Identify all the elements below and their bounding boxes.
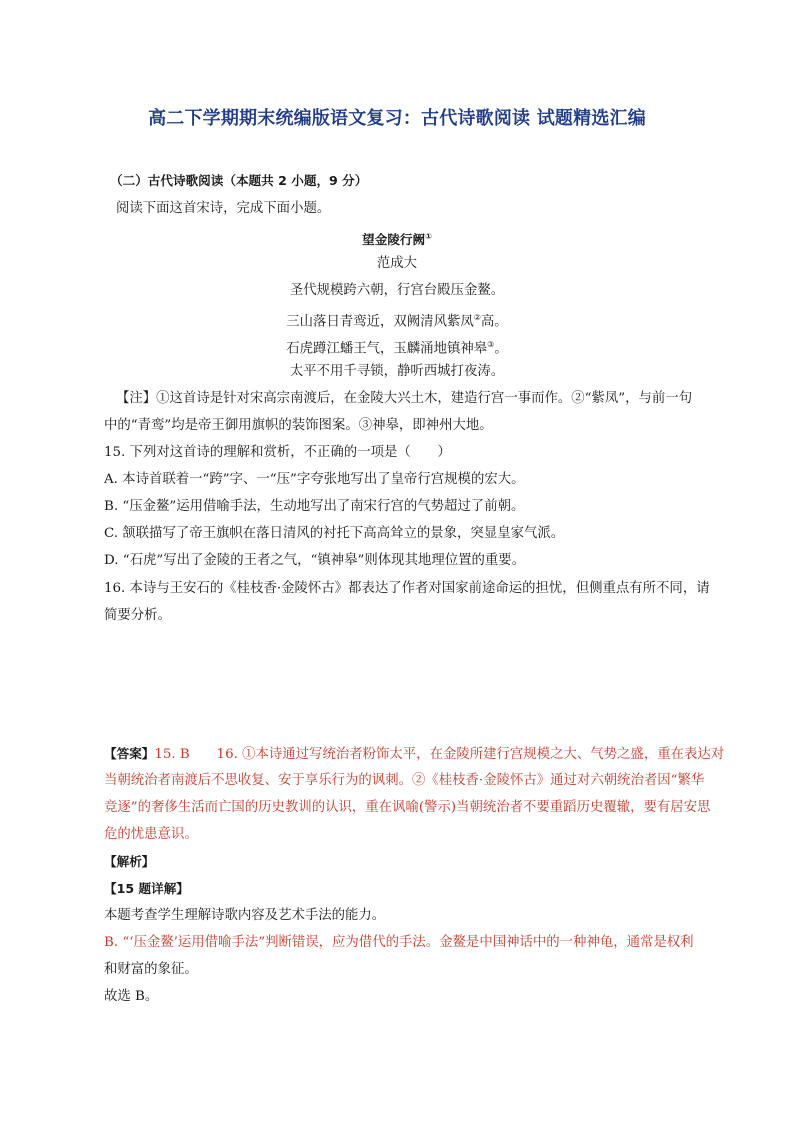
analysis-sub-label: 【15 题详解】 [104,881,189,896]
notes-line-2: 中的“青鸾”均是帝王御用旗帜的装饰图案。③神皋，即神州大地。 [104,418,493,433]
analysis-conclusion: 故选 B。 [104,989,159,1004]
question-15-option-c: C. 颔联描写了帝王旗帜在落日清风的衬托下高高耸立的景象，突显皇家气派。 [104,526,565,541]
poem-line-tail: 高。 [480,314,508,330]
poem-line-note: ② [473,313,481,322]
question-16-line-1: 16. 本诗与王安石的《桂枝香·金陵怀古》都表达了作者对国家前途命运的担忧，但侧重点有所不同，请 [104,581,710,596]
poem-line-text: 太平不用千寻锁，静听西城打夜涛。 [289,364,505,379]
poem-line-4 [0,363,794,381]
poem-title-text: 望金陵行阙 [362,232,426,248]
question-15-option-a: A. 本诗首联着一“跨”字、一“压”字夸张地写出了皇帝行宫规模的宏大。 [104,472,525,487]
poem-line-note: ③ [487,340,495,349]
question-15-stem: 15. 下列对这首诗的理解和赏析，不正确的一项是（ ） [104,445,451,460]
answer-line-3: 竞逐”的奢侈生活而亡国的历史教训的认识，重在讽喻(警示)当朝统治者不要重蹈历史覆辙，要有居安思 [104,800,711,815]
poem-author: 范成大 [376,256,418,271]
notes-line-1: 【注】①这首诗是针对宋高宗南渡后，在金陵大兴土木，建造行宫一事而作。②“紫凤”，与前一句 [116,391,693,406]
question-16-line-2: 简要分析。 [104,608,171,623]
answer-line-4: 危的忧患意识。 [104,827,198,842]
instruction-text: 阅读下面这首宋诗，完成下面小题。 [116,201,331,216]
poem-line-2 [0,309,794,331]
page-title: 高二下学期期末统编版语文复习：古代诗歌阅读 试题精选汇编 [148,108,646,129]
poem-line-tail: 。 [494,341,508,357]
answer-line-1 [104,745,724,764]
question-15-option-d: D. “石虎”写出了金陵的王者之气，“镇神皋”则体现其地理位置的重要。 [104,553,526,568]
poem-title-note: ① [425,232,432,241]
poem-line-text: 三山落日青鸾近，双阙清风紫凤 [286,314,474,330]
poem-line-1 [0,282,794,300]
answer-text: 15. B 16. ①本诗通过写统治者粉饰太平，在金陵所建行宫规模之大、气势之盛，重在表达对 [154,747,725,762]
question-15-option-b: B. “压金鳌”运用借喻手法，生动地写出了南宋行宫的气势超过了前朝。 [104,499,525,514]
poem-line-3 [0,336,794,358]
analysis-label: 【解析】 [104,854,155,869]
poem-line-text: 圣代规模跨六朝，行宫台殿压金鳌。 [289,283,505,298]
analysis-b-line-2: 和财富的象征。 [104,962,198,977]
section-heading: （二）古代诗歌阅读（本题共 2 小题，9 分） [110,173,368,188]
answer-label: 【答案】 [104,746,155,761]
answer-line-2: 当朝统治者南渡后不思收复、安于享乐行为的讽刺。②《桂枝香·金陵怀古》通过对六朝统治者因“繁华 [104,773,705,788]
analysis-b-line-1: B. “‘压金鳌’运用借喻手法”判断错误，应为借代的手法。金鳌是中国神话中的一种神龟，通常是权利 [104,935,694,950]
poem-line-text: 石虎蹲江蟠王气，玉麟涌地镇神皋 [286,341,488,357]
analysis-intro: 本题考查学生理解诗歌内容及艺术手法的能力。 [104,908,386,923]
poem-title [0,228,794,249]
